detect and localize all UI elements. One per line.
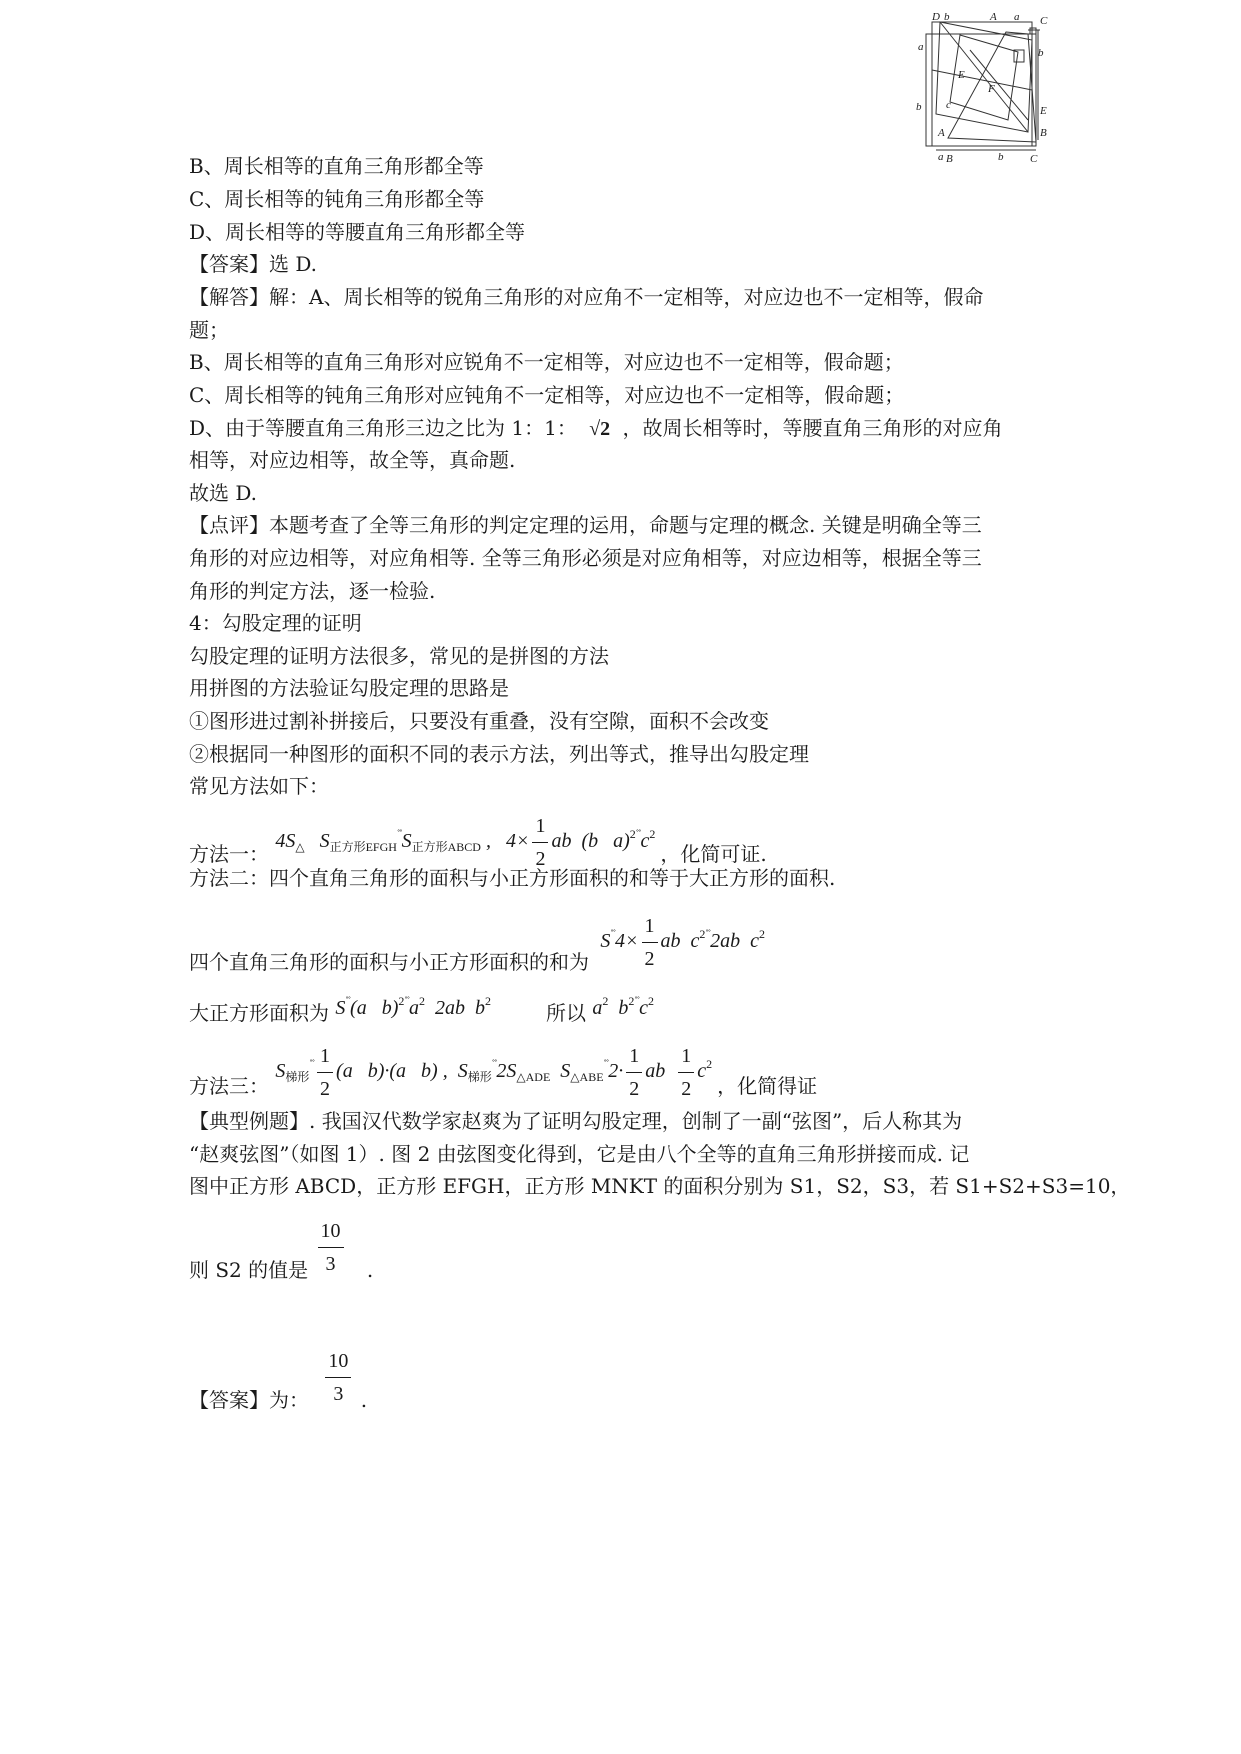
label-b-bottom: b <box>998 151 1004 163</box>
example-2: “赵爽弦图”（如图 1）. 图 2 由弦图变化得到，它是由八个全等的直角三角形拼接而成. 记 <box>189 1142 970 1166</box>
option-d: D、周长相等的等腰直角三角形都全等 <box>189 220 526 244</box>
example-4 <box>189 1215 373 1286</box>
comment-3: 角形的判定方法，逐一检验. <box>189 579 436 603</box>
method-2-big-text: 大正方形面积为 <box>189 1001 329 1025</box>
label-b: b <box>944 11 950 23</box>
example-4-den: 3 <box>325 1253 336 1275</box>
solution-d-cont: 相等，对应边相等，故全等，真命题. <box>189 448 516 472</box>
label-b-right: b <box>1038 47 1044 59</box>
outer-square <box>932 22 1032 146</box>
label-C: C <box>1040 15 1048 27</box>
label-D: D <box>932 11 940 23</box>
answer-final-end: . <box>360 1388 368 1412</box>
section-heading: 4：勾股定理的证明 <box>189 611 362 635</box>
step-1: ①图形进过割补拼接后，只要没有重叠，没有空隙，面积不会改变 <box>189 709 769 733</box>
label-F: F <box>988 83 995 95</box>
option-b: B、周长相等的直角三角形都全等 <box>189 154 484 178</box>
method-1-formula: $4S_\triangle$ $S_{正方形EFGH}^{˚˚}S_{正方形ABCD}$ , 4× $\frac{1}{2}$ ab (b $a)^{2˚˚}c^2$ <box>275 830 660 852</box>
solution-d <box>189 412 1003 445</box>
common-methods: 常见方法如下： <box>189 774 329 798</box>
label-C-bottom: C <box>1030 153 1038 165</box>
example-3: 图中正方形 ABCD，正方形 EFGH，正方形 MNKT 的面积分别为 S1，S2，S3，若 S1+S2+S3=10， <box>189 1174 1131 1198</box>
answer-line: 【答案】选 D. <box>189 252 318 276</box>
choose-d: 故选 D. <box>189 481 258 505</box>
option-c: C、周长相等的钝角三角形都全等 <box>189 187 485 211</box>
label-B-right: B <box>1040 127 1047 139</box>
answer-final-fraction <box>325 1345 351 1410</box>
pythagoras-proof-figure <box>910 10 1080 170</box>
answer-final-num: 10 <box>325 1345 351 1378</box>
method-2-sum-text: 四个直角三角形的面积与小正方形面积的和为 <box>189 950 589 975</box>
label-b-left: b <box>916 101 922 113</box>
solution-d-text: D、由于等腰直角三角形三边之比为 1：1： <box>189 416 577 440</box>
label-A: A <box>990 11 997 23</box>
method-2-so-formula: $a^2$ $b^{2˚˚}c^2$ <box>592 994 654 1019</box>
step-2: ②根据同一种图形的面积不同的表示方法，列出等式，推导出勾股定理 <box>189 742 809 766</box>
intro-2: 用拼图的方法验证勾股定理的思路是 <box>189 676 509 700</box>
solution-a: 【解答】解：A、周长相等的锐角三角形的对应角不一定相等，对应边也不一定相等，假命 <box>189 285 984 309</box>
label-a-left: a <box>918 41 924 53</box>
answer-final-den: 3 <box>333 1383 344 1405</box>
intro-1: 勾股定理的证明方法很多，常见的是拼图的方法 <box>189 644 609 668</box>
answer-final <box>189 1345 367 1416</box>
label-c: c <box>946 99 951 111</box>
method-2: 方法二：四个直角三角形的面积与小正方形面积的和等于大正方形的面积. <box>189 866 836 890</box>
method-2-sum-formula: S˚˚4× $\frac{1}{2}$ ab $c^{2˚˚}2ab$ $c^2$ <box>595 930 765 952</box>
example-4-text: 则 S2 的值是 <box>189 1258 309 1282</box>
example-4-num: 10 <box>318 1215 344 1248</box>
label-a-bottom: a <box>938 151 944 163</box>
solution-c: C、周长相等的钝角三角形对应钝角不一定相等，对应边也不一定相等，假命题； <box>189 383 905 407</box>
solution-a-cont: 题； <box>189 318 229 342</box>
label-B-bottom: B <box>946 153 953 165</box>
method-2-big-formula: S˚˚(a $b)^{2˚˚}a^2$ 2ab $b^2$ <box>335 994 492 1019</box>
example-4-end: . <box>366 1258 374 1282</box>
answer-final-label: 【答案】为： <box>189 1388 309 1412</box>
comment-2: 角形的对应边相等，对应角相等. 全等三角形必须是对应角相等，对应边相等，根据全等三 <box>189 546 982 570</box>
method-3-end: ，化简得证 <box>717 1074 818 1099</box>
method-2-sum <box>189 910 765 978</box>
method-3 <box>189 1040 817 1105</box>
example-1: 【典型例题】. 我国汉代数学家赵爽为了证明勾股定理，创制了一副“弦图”，后人称其为 <box>189 1109 963 1133</box>
solution-b: B、周长相等的直角三角形对应锐角不一定相等，对应边也不一定相等，假命题； <box>189 350 904 374</box>
method-3-formula: $S_{梯形}^{˚˚}$ $\frac{1}{2}$ (a b)·(a b) , $S_{梯形}^{˚˚}2S_{\triangle ADE}$ $S_{\triangle ABE}^{˚˚}2\cdot$ $\frac{1}{2}$ ab $\frac{1}{2}$ $c^2$ <box>275 1060 717 1082</box>
method-1-end: ，化简可证. <box>660 842 767 867</box>
label-E-right: E <box>1040 105 1047 117</box>
example-4-fraction <box>318 1215 344 1280</box>
comment-1: 【点评】本题考查了全等三角形的判定定理的运用，命题与定理的概念. 关键是明确全等三 <box>189 513 982 537</box>
label-a: a <box>1014 11 1020 23</box>
label-E: E <box>958 69 965 81</box>
label-A-bottom: A <box>938 127 945 139</box>
method-2-big <box>189 985 654 1029</box>
method-2-so: 所以 <box>546 1001 587 1025</box>
sqrt-two: √2 <box>589 418 611 440</box>
solution-d-text2: ，故周长相等时，等腰直角三角形的对应角 <box>622 416 1003 440</box>
method-1-label: 方法一： <box>189 842 269 867</box>
method-3-label: 方法三： <box>189 1074 269 1099</box>
